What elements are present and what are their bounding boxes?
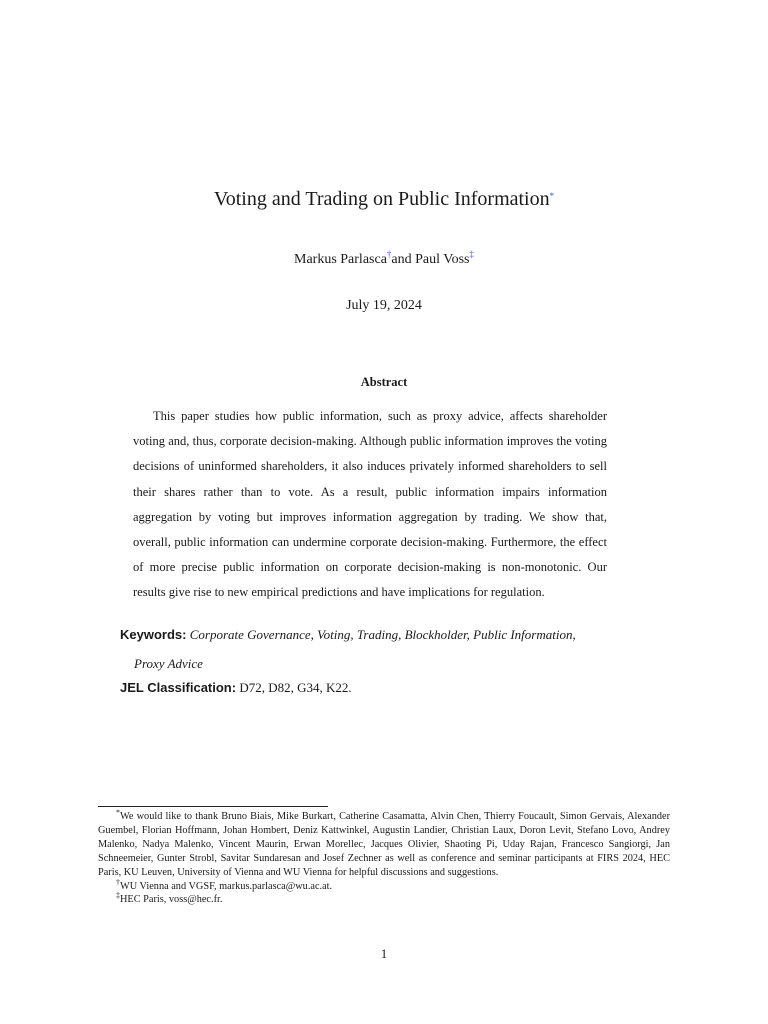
footnotes [98,810,670,907]
page-number: 1 [380,946,388,961]
title-footnote-mark[interactable]: * [549,191,555,201]
paper-date: July 19, 2024 [346,298,422,313]
footnote-3 [98,893,670,907]
author1-footnote-mark[interactable]: † [386,249,392,259]
abstract-text: This paper studies how public information, such as proxy advice, affects shareholder voting and, thus, corporate decision-making. Although public information improves the voting decisions of uninformed shareholders, it also induces privately informed shareholders to sell their shares rather than to vote. As a result, public information impairs information aggregation by voting but improves information aggregation by trading. We show that, overall, public information can undermine corporate decision-making. Furthermore, the effect of more precise public information on corporate decision-making is non-monotonic. Our results give rise to new empirical predictions and have implications for regulation. [133,409,607,600]
footnote-3-mark: ‡ [116,891,120,901]
footnote-2-text: WU Vienna and VGSF, markus.parlasca@wu.ac.at. [120,880,333,892]
keywords-line-2: Proxy Advice [134,656,203,671]
keywords-label: Keywords: [120,627,187,642]
title-text: Voting and Trading on Public Information [213,188,550,210]
author-line [0,250,768,270]
author-joiner: and [391,252,412,267]
jel-label: JEL Classification: [120,680,237,695]
author-name-2: Paul Voss [415,252,470,267]
paper-title [0,186,768,212]
footnote-1 [98,810,670,880]
footnote-divider [98,806,328,807]
keywords-line-1: Corporate Governance, Voting, Trading, Blockholder, Public Information, [189,627,576,642]
footnote-1-mark: * [116,808,120,817]
jel-classification [120,678,648,698]
footnote-1-text: We would like to thank Bruno Biais, Mike Burkart, Catherine Casamatta, Alvin Chen, Thierry Foucault, Simon Gervais, Alexander Guembel, Florian Hoffmann, Johan Hombert, Deniz Kattwinkel, Augustin Landier, Christian Laux, Doron Levit, Stefano Lovo, Andrey Malenko, Nadya Malenko, Vincent Maurin, Erwan Morellec, Jacques Olivier, Shaoting Pi, Uday Rajan, Francesco Sangiorgi, Jan Schneemeier, Gunter Strobl, Savitar Sundaresan and Josef Zechner as well as conference and seminar participants at FIRS 2024, HEC Paris, KU Leuven, University of Vienna and WU Vienna for helpful discussions and suggestions. [98,811,670,878]
footnote-2 [98,877,670,894]
footnote-2-mark: † [116,877,120,887]
keywords-block [120,620,648,678]
author-name-1: Markus Parlasca [294,252,387,267]
jel-codes: D72, D82, G34, K22. [239,680,352,695]
abstract-heading: Abstract [360,375,408,389]
author2-footnote-mark[interactable]: ‡ [469,249,474,259]
footnote-3-text: HEC Paris, voss@hec.fr. [120,894,223,906]
